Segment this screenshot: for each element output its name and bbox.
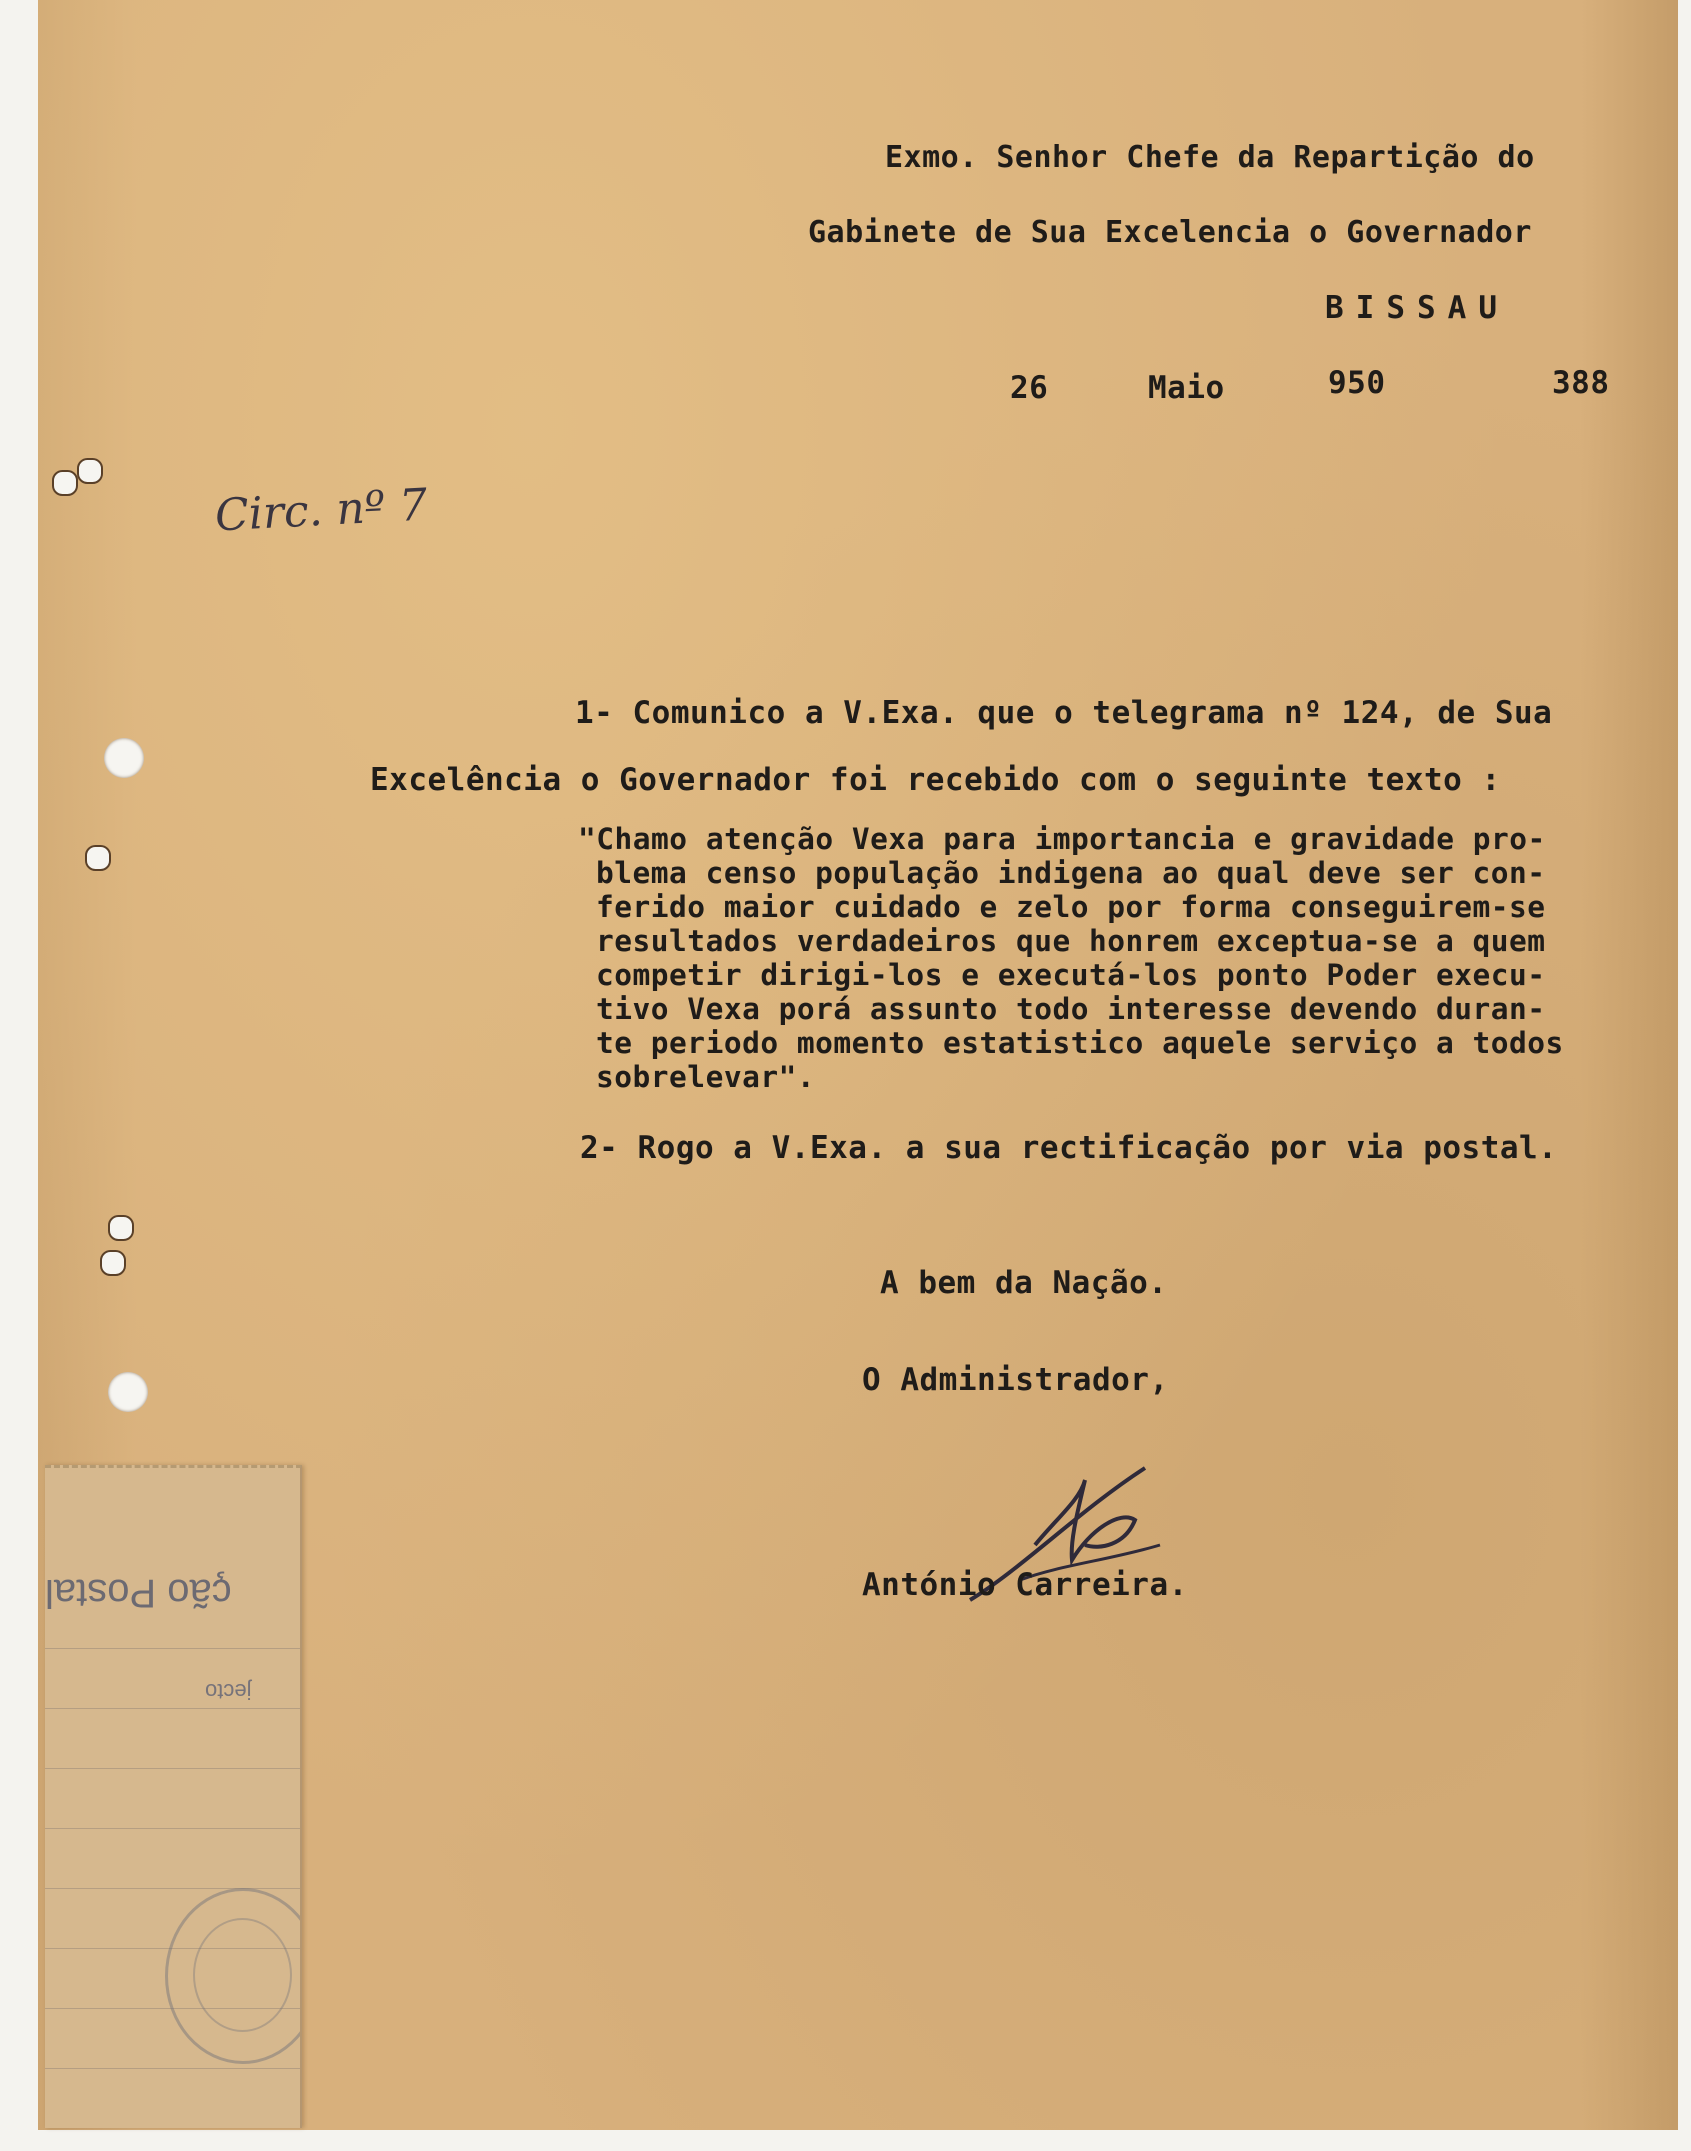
quote-line: sobrelevar". <box>596 1060 816 1094</box>
signatory-name: António Carreira. <box>862 1567 1188 1603</box>
punch-hole <box>104 738 144 778</box>
date-year: 950 <box>1328 365 1386 401</box>
quote-line: competir dirigi-los e executá-los ponto Poder execu- <box>596 958 1546 992</box>
quote-line: te periodo momento estatistico aquele serviço a todos <box>596 1026 1564 1060</box>
postal-receipt-stub <box>45 1465 302 2128</box>
receipt-subtitle: jecto <box>205 1679 252 1704</box>
salutation: A bem da Nação. <box>880 1265 1168 1301</box>
punch-hole-small <box>85 845 111 871</box>
city-name: BISSAU <box>1325 290 1509 326</box>
punch-hole <box>108 1372 148 1412</box>
receipt-title: ção Postal <box>45 1571 232 1615</box>
addressee-line-1: Exmo. Senhor Chefe da Repartição do <box>885 140 1535 175</box>
punch-hole-small <box>108 1215 134 1241</box>
date-month: Maio <box>1148 370 1225 406</box>
reference-number: 388 <box>1552 365 1610 401</box>
paragraph-1-line-1: 1- Comunico a V.Exa. que o telegrama nº 124, de Sua <box>575 695 1553 731</box>
handwritten-signature <box>960 1450 1200 1630</box>
quote-line: blema censo população indigena ao qual deve ser con- <box>596 856 1546 890</box>
punch-hole-small <box>77 458 103 484</box>
paragraph-2: 2- Rogo a V.Exa. a sua rectificação por via postal. <box>580 1130 1558 1166</box>
addressee-line-2: Gabinete de Sua Excelencia o Governador <box>808 215 1532 250</box>
quote-line: ferido maior cuidado e zelo por forma conseguirem-se <box>596 890 1546 924</box>
paragraph-1-line-2: Excelência o Governador foi recebido com o seguinte texto : <box>370 762 1501 798</box>
punch-hole-small <box>100 1250 126 1276</box>
quote-line: "Chamo atenção Vexa para importancia e gravidade pro- <box>578 822 1546 856</box>
punch-hole-small <box>52 470 78 496</box>
signatory-role: O Administrador, <box>862 1362 1169 1398</box>
date-day: 26 <box>1010 370 1049 406</box>
quote-line: resultados verdadeiros que honrem exceptua-se a quem <box>596 924 1546 958</box>
margin-note-handwritten: Circ. nº 7 <box>213 479 429 542</box>
postmark-stamp-inner <box>193 1918 292 2032</box>
quote-line: tivo Vexa porá assunto todo interesse devendo duran- <box>596 992 1546 1026</box>
